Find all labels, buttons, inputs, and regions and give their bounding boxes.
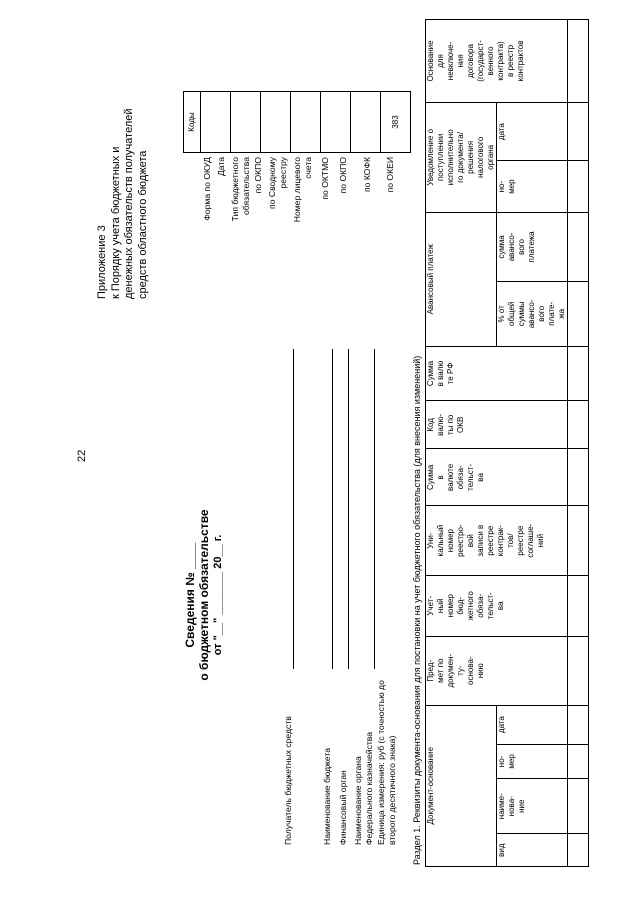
label-okud: Форма по ОКУД <box>202 157 212 221</box>
th-line: Сумма <box>426 464 435 490</box>
label-unit <box>376 680 397 845</box>
th-line: органа <box>486 144 495 170</box>
th-line: ния <box>456 54 465 68</box>
th-line: ты по <box>446 414 455 436</box>
label-line: Тип бюджетного <box>230 157 240 222</box>
th-advance: Авансовый платеж <box>426 212 497 346</box>
th-line: для <box>436 54 445 68</box>
th-doc-basis: Документ-основание <box>426 705 497 866</box>
label-unit-2: второго десятичного знака) <box>386 735 397 845</box>
th-line: Уни- <box>426 532 435 549</box>
th-reason <box>426 20 568 103</box>
th-line: % от <box>497 305 506 323</box>
table-cell <box>568 212 589 281</box>
budget-line <box>332 349 333 669</box>
code-cell <box>321 92 351 153</box>
th-line: го документа/ <box>456 132 465 183</box>
recipient-line <box>293 349 294 669</box>
table-cell <box>568 20 589 103</box>
th-line: ОКВ <box>456 416 465 433</box>
th-line: ний <box>536 533 545 548</box>
code-cell <box>261 92 291 153</box>
label-recipient: Получатель бюджетных средств <box>283 716 293 845</box>
code-cell <box>201 92 231 153</box>
th-line: Основание <box>426 40 435 82</box>
appendix-line: денежных обязательств получателей <box>123 108 135 299</box>
th-line: реестре <box>516 525 525 556</box>
th-line: исполнительно <box>446 129 455 186</box>
th-line: поступлении <box>436 133 445 182</box>
th-line: контрактов <box>516 40 525 82</box>
th-line: контрак- <box>496 525 505 557</box>
th-line: Учет- <box>426 595 435 616</box>
label-line: по Сводному <box>267 157 277 209</box>
label-treasury <box>353 732 374 845</box>
th-line: те РФ <box>446 362 455 385</box>
th-line: ние <box>517 799 526 813</box>
label-okpo-1: по ОКПО <box>253 157 263 194</box>
th-line: но- <box>497 755 506 768</box>
table-cell <box>568 575 589 636</box>
label-oktmo: по ОКТМО <box>320 157 330 200</box>
th-line: соглаше- <box>526 523 535 558</box>
section1-title: Раздел 1. Реквизиты документа-основания для постановки на учет бюджетного обязательства (для внесения изменений) <box>412 355 422 865</box>
label-line: реестру <box>277 157 288 189</box>
th-line: мер <box>507 179 516 194</box>
th-line: мет по <box>436 658 445 683</box>
th-line: жа <box>557 308 566 319</box>
treasury-line <box>374 349 375 669</box>
th-line: в валю <box>436 360 445 387</box>
th-line: в реестр <box>506 44 515 77</box>
table-cell <box>568 282 589 347</box>
label-okei: по ОКЕИ <box>385 157 395 193</box>
th-line: контракта) <box>496 41 505 81</box>
th-name <box>497 779 568 834</box>
th-line: кальный <box>436 524 445 557</box>
th-line: номер <box>446 529 455 553</box>
th-line: валюте <box>446 463 455 491</box>
th-line: реестре <box>486 525 495 556</box>
table-cell <box>568 779 589 834</box>
label-account <box>292 157 313 275</box>
th-adv-pct <box>497 282 568 347</box>
table-cell <box>568 346 589 401</box>
th-line: вого <box>517 239 526 255</box>
label-svod-reestr <box>267 157 288 275</box>
label-date: Дата <box>216 157 226 177</box>
th-line: вой <box>466 534 475 548</box>
appendix-line: к Порядку учета бюджетных и <box>109 146 122 299</box>
label-unit-1: Единица измерения: руб (с точностью до <box>376 680 386 845</box>
label-line: Номер лицевого <box>292 157 302 223</box>
th-line: решения <box>466 140 475 174</box>
th-line: основа- <box>466 656 475 685</box>
label-kofk: по КОФК <box>362 157 372 192</box>
th-line: договора <box>466 44 475 78</box>
th-line: вого <box>537 305 546 322</box>
th-line: налогового <box>476 136 485 178</box>
th-line: но- <box>497 180 506 193</box>
th-line: реестро- <box>456 524 465 557</box>
table-cell <box>568 636 589 705</box>
document-title <box>183 465 225 725</box>
th-line: валю- <box>436 413 445 436</box>
code-cell <box>231 92 261 153</box>
th-reg-number <box>426 575 568 636</box>
th-line: авансо- <box>527 299 536 329</box>
code-cell <box>291 92 321 153</box>
th-adv-sum <box>497 212 568 281</box>
table-cell <box>568 401 589 449</box>
th-line: тов/ <box>506 533 515 548</box>
codes-header: Коды <box>184 92 201 153</box>
label-treasury-1: Наименование органа <box>353 756 363 845</box>
th-kind: вид <box>497 834 568 867</box>
th-line: в <box>436 475 445 480</box>
th-line: нию <box>476 663 485 679</box>
th-line: Код <box>426 418 435 432</box>
table-cell <box>568 161 589 213</box>
th-line: Сумма <box>426 360 435 387</box>
table-cell <box>568 705 589 744</box>
label-treasury-2: Федерального казначейства <box>363 731 374 845</box>
th-line: авансо- <box>507 232 516 262</box>
th-line: невключе- <box>446 41 455 81</box>
label-obligation-type <box>230 157 251 275</box>
code-cell <box>351 92 381 153</box>
label-line: счета <box>302 157 313 179</box>
th-line: докумен- <box>446 653 455 688</box>
th-line: венного <box>486 46 495 76</box>
th-line: нова- <box>507 796 516 817</box>
th-line: ва <box>496 601 505 611</box>
th-line: общей <box>507 301 516 327</box>
th-notice-number <box>497 161 568 213</box>
th-date: дата <box>497 705 568 744</box>
label-budget-name: Наименование бюджета <box>322 747 332 845</box>
th-line: (государст- <box>476 40 485 82</box>
th-line: обяза- <box>476 593 485 618</box>
table-cell <box>568 834 589 867</box>
codes-table <box>183 91 411 153</box>
th-subject <box>426 636 568 705</box>
th-line: тельст- <box>466 463 475 491</box>
table-cell <box>568 102 589 160</box>
th-line: номер <box>446 594 455 618</box>
th-line: ту- <box>456 665 465 676</box>
th-number <box>497 744 568 779</box>
appendix-line: средств областного бюджета <box>136 150 149 299</box>
page-number: 22 <box>76 449 88 462</box>
th-currency-code <box>426 401 568 449</box>
table-cell <box>568 449 589 506</box>
title-line-2: о бюджетном обязательстве <box>197 509 211 681</box>
th-line: жетного <box>466 591 475 621</box>
table-cell <box>568 506 589 575</box>
th-line: плате- <box>547 301 556 326</box>
th-sum-rub <box>426 346 568 401</box>
date-line: от "__" _______ 20__ г. <box>212 534 224 656</box>
th-line: сумма <box>497 235 506 259</box>
label-line: обязательства <box>240 157 251 216</box>
th-notice <box>426 102 497 212</box>
th-line: обяза- <box>456 465 465 490</box>
th-unique-number <box>426 506 568 575</box>
th-line: суммы <box>517 301 526 327</box>
th-line: бюд- <box>456 596 465 615</box>
appendix-line: Приложение 3 <box>96 225 108 299</box>
code-okei: 383 <box>381 92 411 153</box>
th-line: Уведомление о <box>426 128 435 186</box>
label-okpo-2: по ОКПО <box>338 157 348 194</box>
appendix-block <box>96 108 150 299</box>
label-fin-body: Финансовый орган <box>338 770 348 845</box>
th-notice-date: дата <box>497 102 568 160</box>
title-line-1: Сведения № ____ <box>183 542 197 648</box>
table-cell <box>568 744 589 779</box>
th-line: Пред- <box>426 659 435 682</box>
th-line: наиме- <box>497 793 506 820</box>
th-line: тельст- <box>486 592 495 620</box>
th-sum-currency <box>426 449 568 506</box>
th-line: платежа <box>527 231 536 263</box>
th-line: записи в <box>476 524 485 557</box>
th-line: мер <box>507 754 516 769</box>
basis-table <box>425 19 589 867</box>
th-line: ный <box>436 598 445 614</box>
th-line: ва <box>476 473 485 482</box>
fin-line <box>348 349 349 669</box>
